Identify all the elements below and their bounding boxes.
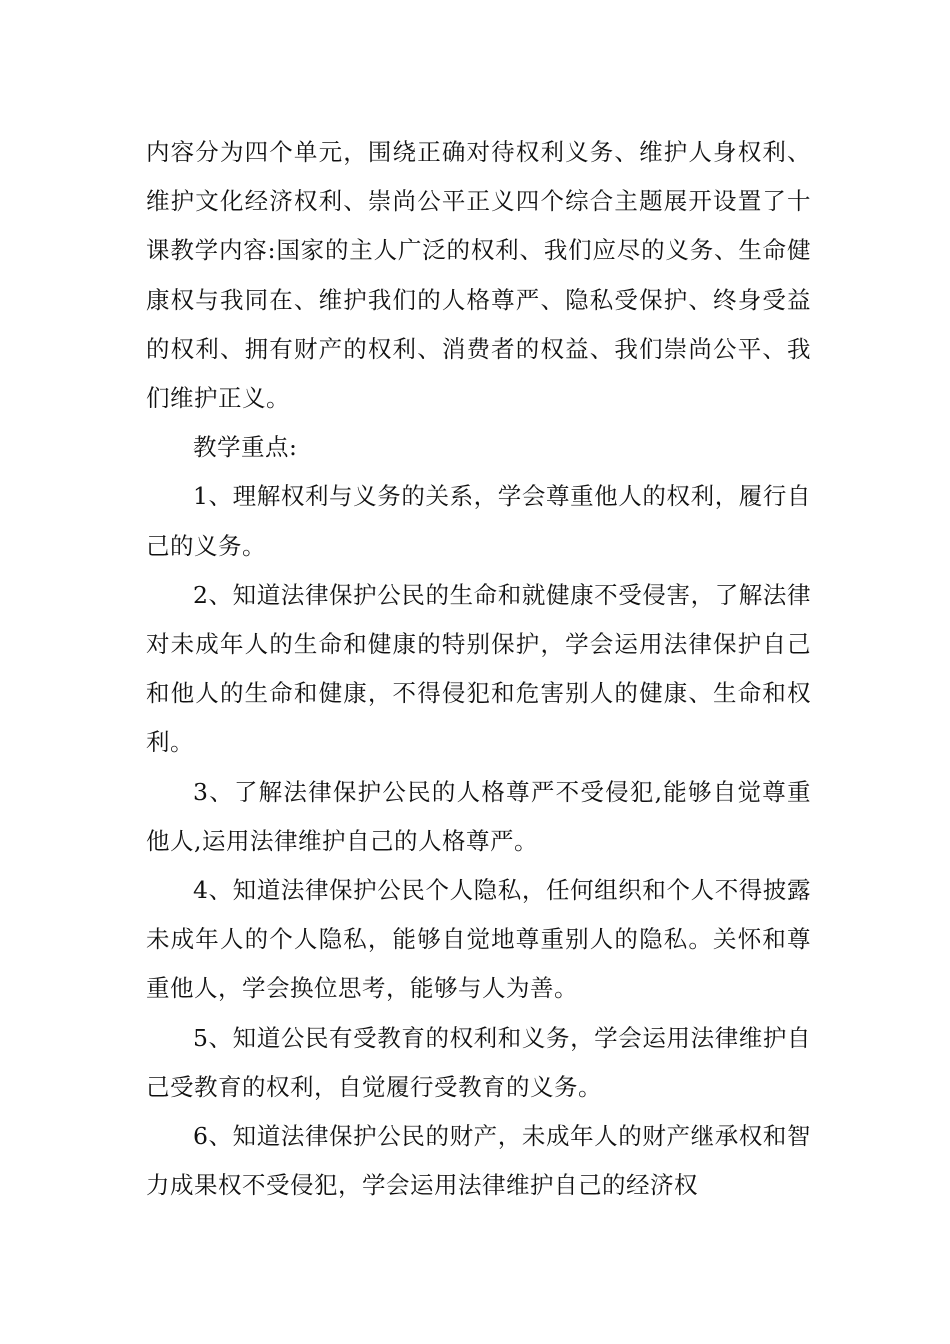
document-body <box>146 128 811 1210</box>
paragraph-units-overview: 内容分为四个单元，围绕正确对待权利义务、维护人身权利、维护文化经济权利、崇尚公平正义四个综合主题展开设置了十课教学内容:国家的主人广泛的权利、我们应尽的义务、生命健康权与我同在、维护我们的人格尊严、隐私受保护、终身受益的权利、拥有财产的权利、消费者的权益、我们崇尚公平、我们维护正义。 <box>146 138 811 413</box>
paragraph-key-point-4: 4、知道法律保护公民个人隐私，任何组织和个人不得披露未成年人的个人隐私，能够自觉地尊重别人的隐私。关怀和尊重他人，学会换位思考，能够与人为善。 <box>146 876 811 1003</box>
paragraph-key-point-6: 6、知道法律保护公民的财产，未成年人的财产继承权和智力成果权不受侵犯，学会运用法律维护自己的经济权 <box>146 1122 811 1200</box>
paragraph-key-point-1: 1、理解权利与义务的关系，学会尊重他人的权利，履行自己的义务。 <box>146 482 811 560</box>
paragraph-key-point-3: 3、了解法律保护公民的人格尊严不受侵犯,能够自觉尊重他人,运用法律维护自己的人格尊严。 <box>146 777 811 855</box>
paragraph-key-point-2: 2、知道法律保护公民的生命和就健康不受侵害，了解法律对未成年人的生命和健康的特别保护，学会运用法律保护自己和他人的生命和健康，不得侵犯和危害别人的健康、生命和权利。 <box>146 580 811 757</box>
paragraph-key-point-5: 5、知道公民有受教育的权利和义务，学会运用法律维护自己受教育的权利，自觉履行受教育的义务。 <box>146 1023 811 1101</box>
paragraph-key-points-heading: 教学重点: <box>193 433 298 462</box>
